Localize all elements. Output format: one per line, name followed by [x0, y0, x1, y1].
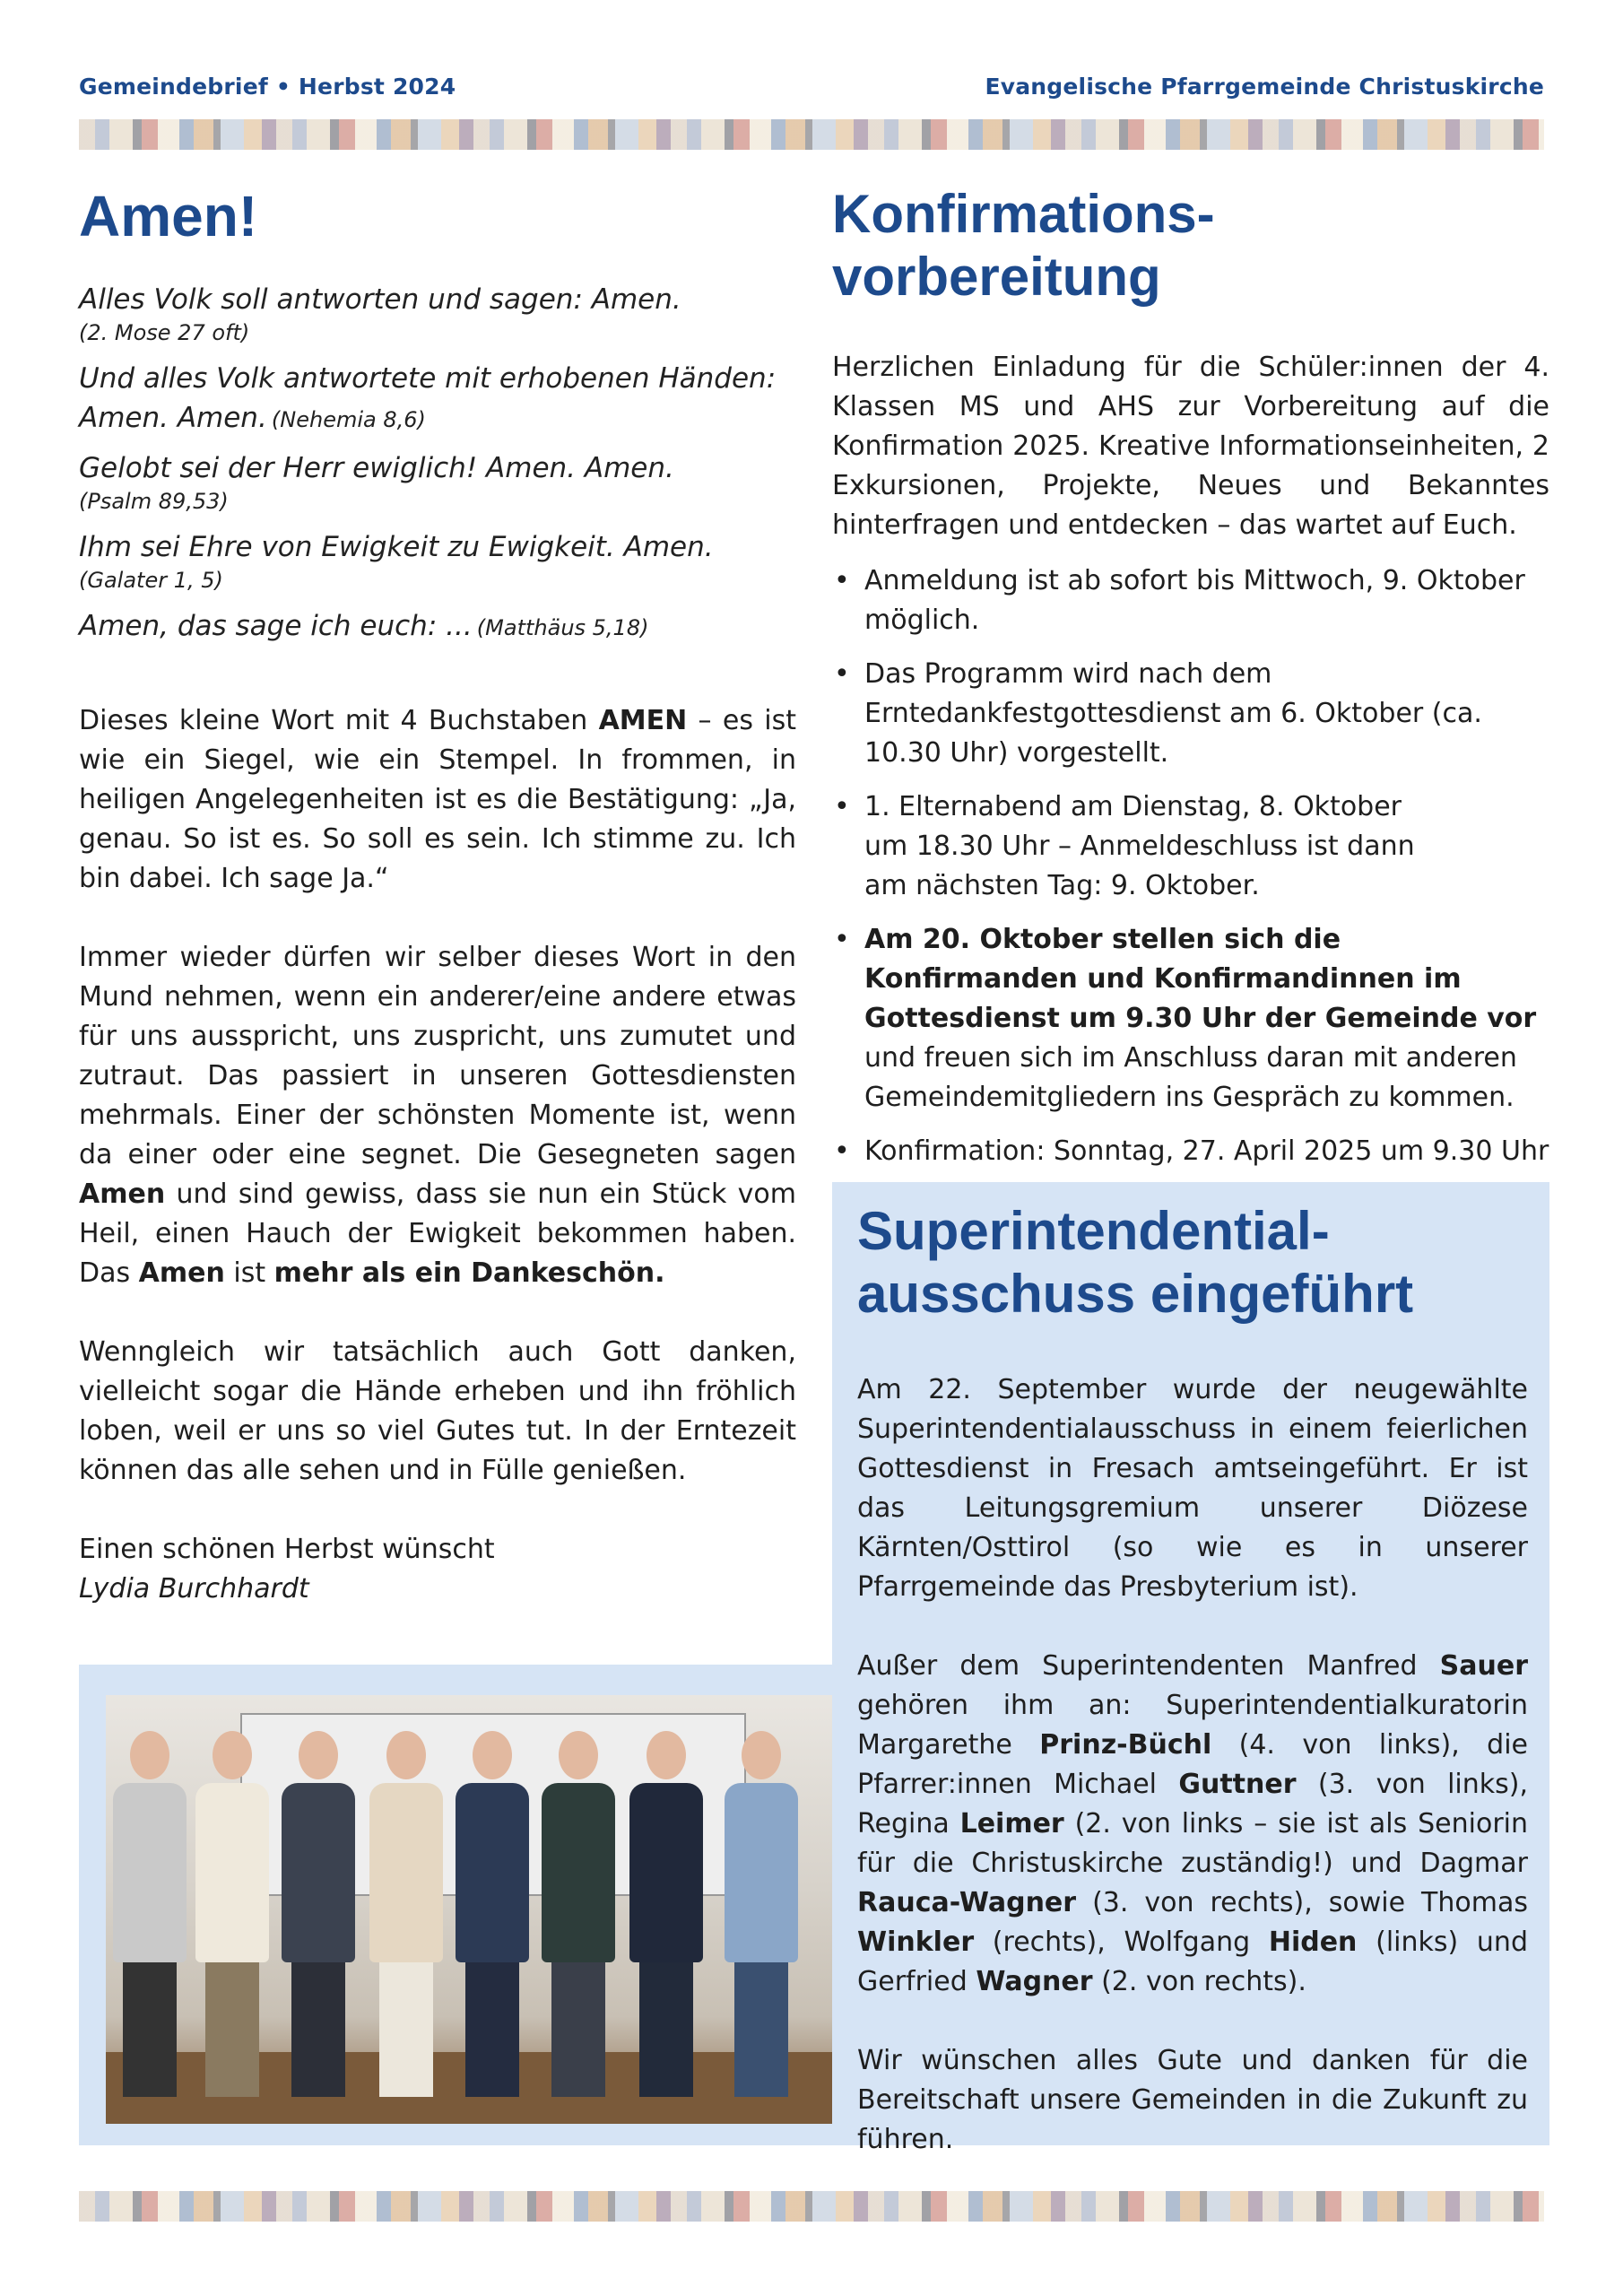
super-paragraph-1: Am 22. September wurde der neugewählte Superintendentialausschuss in einem feierlichen Gottesdienst in Fresach amtseingeführt. Er ist das Leitungsgremium unserer Diözese Kärnten/Osttirol (so wie es in unserer Pfarrgemeinde das Presbyterium ist). — [857, 1374, 1528, 1603]
list-item: • Konfirmation: Sonntag, 27. April 2025 um 9.30 Uhr — [832, 1132, 1549, 1171]
amen-paragraph-3: Wenngleich wir tatsächlich auch Gott danken, vielleicht sogar die Hände erheben und ihn fröhlich loben, weil er uns so viel Gutes tut. In der Erntezeit können das alle sehen und in Fülle genießen. — [79, 1336, 796, 1486]
superintendent-title: Superintendential- ausschuss eingeführt — [857, 1201, 1414, 1324]
verse — [79, 448, 796, 515]
super-paragraph-2: Außer dem Superintendenten Manfred Sauer gehören ihm an: Superintendentialkuratorin Margarethe Prinz-Büchl (4. von links), die Pfarrer:innen Michael Guttner (3. von links), Regina Leimer (2. von links – sie ist als Seniorin für die Christuskirche zuständig!) und Dagmar Rauca-Wagner (3. von rechts), sowie Thomas Winkler (rechts), Wolfgang Hiden (links) und Gerfried Wagner (2. von rechts). — [857, 1650, 1529, 1997]
person — [195, 1731, 269, 2097]
amen-verses — [79, 280, 796, 657]
verse-text: Amen, das sage ich euch: ... — [79, 610, 473, 642]
verse-reference: (Psalm 89,53) — [79, 489, 229, 514]
verse-reference: (Matthäus 5,18) — [476, 615, 649, 640]
person — [369, 1731, 443, 2097]
header-parish: Evangelische Pfarrgemeinde Christuskirche — [985, 74, 1544, 100]
konf-bullet-list — [832, 561, 1549, 1171]
amen-paragraph-2: Immer wieder dürfen wir selber dieses Wort in den Mund nehmen, wenn ein anderer/eine andere etwas für uns ausspricht, uns zuspricht, uns zumutet und zutraut. Das passiert in unseren Gottesdiensten mehrmals. Einer der schönsten Momente ist, wenn da einer oder eine segnet. Die Gesegneten sagen Amen und sind gewiss, dass sie nun ein Stück vom Heil, einen Hauch der Ewigkeit bekommen haben. Das Amen ist mehr als ein Dankeschön. — [79, 942, 796, 1289]
list-item: • Anmeldung ist ab sofort bis Mittwoch, 9. Oktober möglich. — [832, 561, 1549, 640]
verse — [79, 606, 796, 646]
closing-text: Einen schönen Herbst wünscht — [79, 1534, 495, 1565]
amen-body — [79, 701, 796, 1609]
verse-text: Alles Volk soll antworten und sagen: Amen. — [79, 283, 681, 316]
verse-reference: (2. Mose 27 oft) — [79, 320, 250, 345]
author-name: Lydia Burchhardt — [79, 1573, 309, 1605]
verse-reference: (Galater 1, 5) — [79, 568, 223, 593]
verse — [79, 527, 796, 594]
verse-reference: (Nehemia 8,6) — [271, 407, 426, 432]
person — [542, 1731, 615, 2097]
amen-title: Amen! — [79, 184, 258, 248]
list-item: • Am 20. Oktober stellen sich die Konfirmanden und Konfirmandinnen im Gottesdienst um 9.30 Uhr der Gemeinde vor und freuen sich im Anschluss daran mit anderen Gemeindemitgliedern ins Gespräch zu kommen. — [832, 920, 1549, 1118]
verse — [79, 280, 796, 346]
konf-intro: Herzlichen Einladung für die Schüler:innen der 4. Klassen MS und AHS zur Vorbereitung auf die Konfirmation 2025. Kreative Informationseinheiten, 2 Exkursionen, Projekte, Neues und Bekanntes hinterfragen und entdecken – das wartet auf Euch. — [832, 352, 1549, 541]
amen-signature — [79, 1530, 796, 1609]
person — [725, 1731, 798, 2097]
konf-body — [832, 348, 1549, 1186]
super-paragraph-3: Wir wünschen alles Gute und danken für die Bereitschaft unsere Gemeinden in die Zukunft zu führen. — [857, 2045, 1528, 2155]
superintendent-body — [857, 1370, 1528, 2160]
verse-text: Gelobt sei der Herr ewiglich! Amen. Amen. — [79, 452, 674, 484]
verse-text: Ihm sei Ehre von Ewigkeit zu Ewigkeit. Amen. — [79, 531, 714, 563]
header-publication: Gemeindebrief • Herbst 2024 — [79, 74, 456, 100]
person — [629, 1731, 703, 2097]
list-item: • Das Programm wird nach dem Erntedankfestgottesdienst am 6. Oktober (ca. 10.30 Uhr) vorgestellt. — [832, 655, 1549, 773]
list-item: • 1. Elternabend am Dienstag, 8. Oktober um 18.30 Uhr – Anmeldeschluss ist dann am nächsten Tag: 9. Oktober. — [832, 787, 1549, 906]
person — [282, 1731, 355, 2097]
group-photo — [106, 1695, 832, 2124]
decorative-band-top — [79, 119, 1544, 150]
person — [456, 1731, 529, 2097]
konf-title: Konfirmations- vorbereitung — [832, 184, 1215, 307]
verse-text: Und alles Volk antwortete mit erhobenen Händen: Amen. Amen. — [79, 362, 777, 434]
decorative-band-bottom — [79, 2191, 1544, 2222]
amen-paragraph-1: Dieses kleine Wort mit 4 Buchstaben AMEN – es ist wie ein Siegel, wie ein Stempel. In frommen, in heiligen Angelegenheiten ist es die Bestätigung: „Ja, genau. So ist es. So soll es sein. Ich stimme zu. Ich bin dabei. Ich sage Ja.“ — [79, 705, 796, 894]
verse — [79, 359, 796, 438]
person — [113, 1731, 187, 2097]
